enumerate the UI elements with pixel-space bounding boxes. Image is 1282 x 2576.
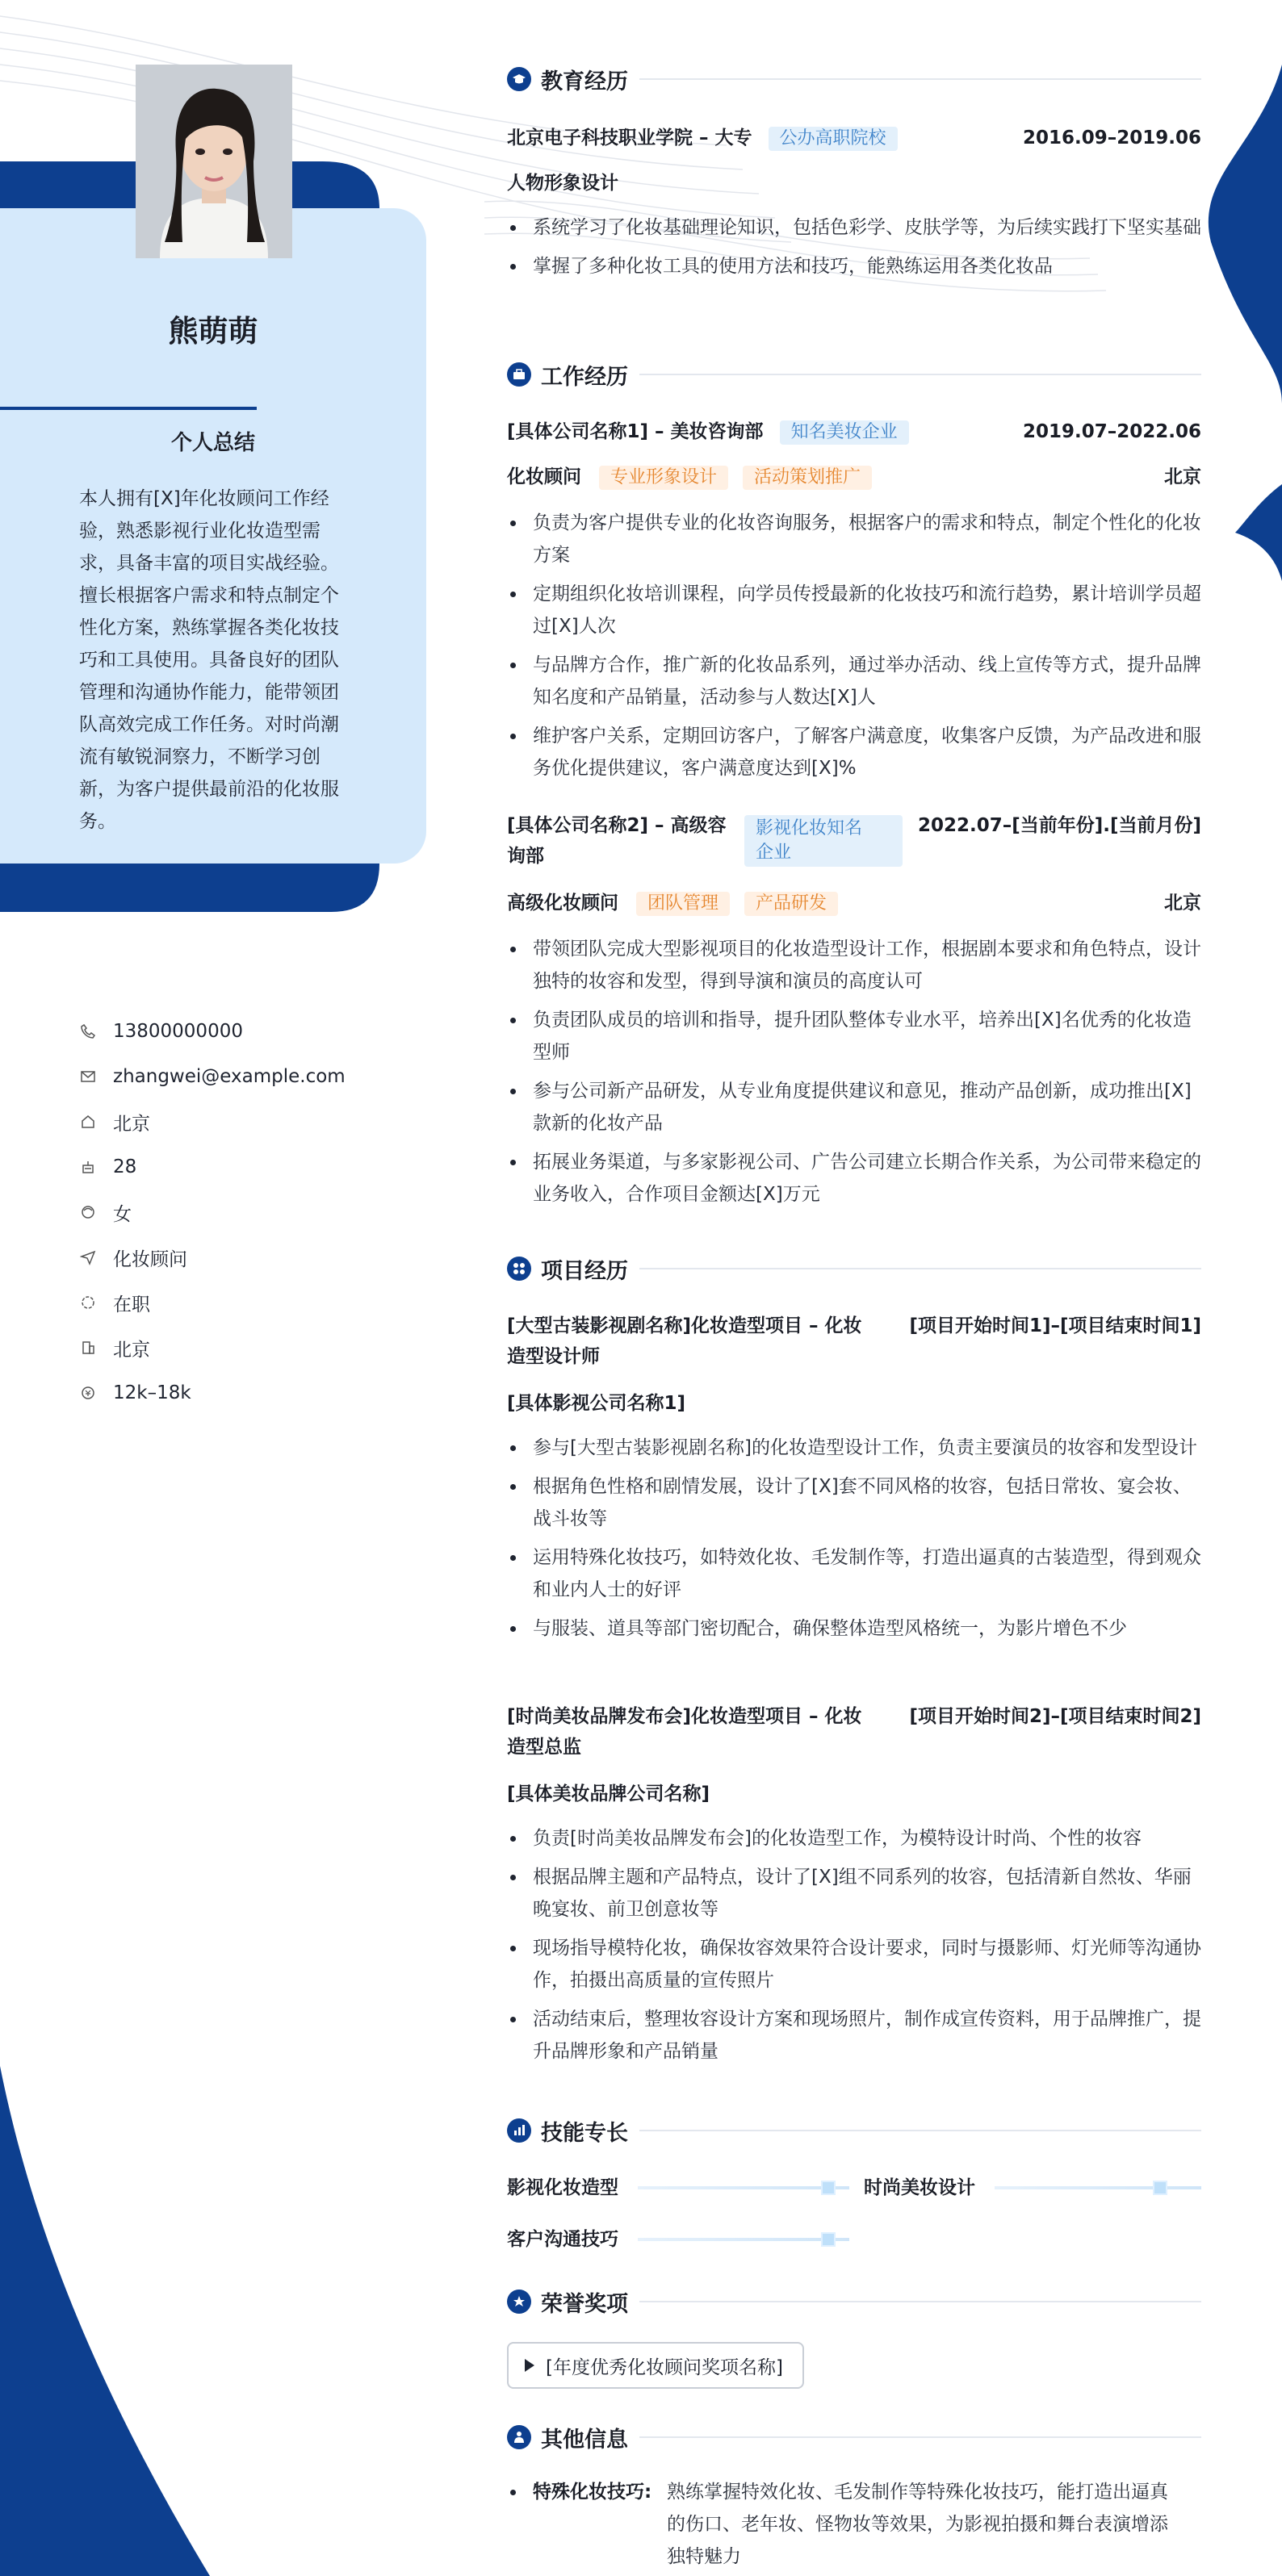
section-title: 荣誉奖项: [541, 2291, 628, 2317]
job-date: 2019.07–2022.06: [1022, 421, 1201, 442]
contact-list: [78, 1009, 400, 1416]
section-title: 工作经历: [541, 364, 628, 390]
bar-chart-icon: [507, 2118, 531, 2143]
contact-value: zhangwei@example.com: [113, 1066, 346, 1087]
job-role: 化妆顾问: [507, 466, 581, 487]
home-icon: [78, 1111, 98, 1132]
project-name-line: [大型古装影视剧名称]化妆造型项目 – 化妆: [507, 1315, 862, 1336]
job-1-header: [507, 416, 1201, 447]
summary-title: 个人总结: [170, 431, 255, 455]
company-tag-line: 企业: [756, 843, 792, 863]
list-item: 带领团队完成大型影视项目的化妆造型设计工作，根据剧本要求和角色特点，设计独特的妆容和发型，得到导演和演员的高度认可: [507, 933, 1201, 997]
project-1-bullets: [507, 1432, 1201, 1651]
role-tag: 团队管理: [636, 892, 730, 916]
salary-icon: [78, 1382, 98, 1403]
project-org: [具体影视公司名称1]: [507, 1393, 686, 1414]
section-title: 技能专长: [541, 2120, 628, 2146]
school-tag: 公办高职院校: [769, 127, 898, 151]
company-tag-line: 影视化妆知名: [756, 818, 863, 838]
list-item: 参与[大型古装影视剧名称]的化妆造型设计工作，负责主要演员的妆容和发型设计: [507, 1432, 1201, 1464]
project-date: [项目开始时间1]–[项目结束时间1]: [909, 1315, 1201, 1336]
contact-value: 12k–18k: [113, 1382, 191, 1403]
role-tag: 活动策划推广: [743, 466, 872, 490]
candidate-name: 熊萌萌: [168, 314, 258, 349]
education-date: 2016.09–2019.06: [1022, 128, 1201, 148]
award-item: [507, 2342, 804, 2389]
other-text-line: 独特魅力: [667, 2546, 741, 2567]
section-education: [507, 63, 1201, 95]
profile-photo: [136, 65, 292, 258]
list-item: 与品牌方合作，推广新的化妆品系列，通过举办活动、线上宣传等方式，提升品牌知名度和产品销量，活动参与人数达[X]人: [507, 649, 1201, 713]
other-text-line: 的伤口、老年妆、怪物妆等效果，为影视拍摄和舞台表演增添: [667, 2514, 1168, 2535]
skill-bar: [638, 2186, 849, 2189]
project-name-line: 造型设计师: [507, 1346, 600, 1367]
role-tag: 专业形象设计: [599, 466, 728, 490]
company-tag: 知名美妆企业: [780, 420, 909, 445]
project-date: [项目开始时间2]–[项目结束时间2]: [909, 1706, 1201, 1727]
list-item: 根据角色性格和剧情发展，设计了[X]套不同风格的妆容，包括日常妆、宴会妆、战斗妆等: [507, 1470, 1201, 1535]
project-name: [507, 1701, 911, 1763]
list-item: 系统学习了化妆基础理论知识，包括色彩学、皮肤学等，为后续实践打下坚实基础: [507, 211, 1201, 244]
section-rule: [639, 1268, 1201, 1269]
skill-level-marker: [821, 2181, 836, 2195]
skill-name: 客户沟通技巧: [507, 2229, 618, 2250]
skill-name: 影视化妆造型: [507, 2177, 618, 2198]
contact-value: 北京: [113, 1339, 150, 1361]
education-bullets: [507, 211, 1201, 289]
list-item: 负责团队成员的培训和指导，提升团队整体专业水平，培养出[X]名优秀的化妆造型师: [507, 1004, 1201, 1068]
contact-value: 28: [113, 1156, 137, 1177]
job-city: 北京: [1164, 466, 1201, 487]
section-rule: [639, 78, 1201, 80]
graduation-cap-icon: [507, 67, 531, 91]
job-1-role-row: [507, 462, 1201, 492]
contact-status: [78, 1280, 400, 1325]
section-other: [507, 2421, 1201, 2453]
skill-bar: [638, 2238, 849, 2241]
contact-value: 女: [113, 1203, 132, 1225]
section-rule: [639, 2130, 1201, 2131]
person-icon: [507, 2425, 531, 2449]
age-icon: [78, 1156, 98, 1177]
contact-value: 化妆顾问: [113, 1248, 187, 1270]
award-name: [年度优秀化妆顾问奖项名称]: [546, 2356, 783, 2378]
list-item: 参与公司新产品研发，从专业角度提供建议和意见，推动产品创新，成功推出[X]款新的化妆产品: [507, 1075, 1201, 1140]
section-title: 项目经历: [541, 1258, 628, 1284]
job-company: [507, 810, 741, 872]
contact-value: 13800000000: [113, 1021, 243, 1042]
role-tag: 产品研发: [744, 892, 838, 916]
job-date: 2022.07–[当前年份].[当前月份]: [917, 815, 1201, 836]
contact-value: 北京: [113, 1113, 150, 1135]
skill-level-marker: [1153, 2181, 1167, 2195]
job-company-line: 询部: [507, 846, 544, 867]
section-skills: [507, 2114, 1201, 2147]
list-item: 现场指导模特化妆，确保妆容效果符合设计要求，同时与摄影师、灯光师等沟通协作，拍摄出高质量的宣传照片: [507, 1932, 1201, 1997]
job-company: [具体公司名称1] – 美妆咨询部: [507, 421, 764, 442]
list-item: 掌握了多种化妆工具的使用方法和技巧，能熟练运用各类化妆品: [507, 250, 1201, 282]
gender-icon: [78, 1202, 98, 1223]
project-2-bullets: [507, 1822, 1201, 2074]
job-2-bullets: [507, 933, 1201, 1217]
section-title: 教育经历: [541, 69, 628, 94]
contact-salary: [78, 1370, 400, 1416]
contact-email: [78, 1054, 400, 1099]
list-item: 维护客户关系，定期回访客户，了解客户满意度，收集客户反馈，为产品改进和服务优化提供建议，客户满意度达到[X]%: [507, 720, 1201, 784]
list-item: 定期组织化妆培训课程，向学员传授最新的化妆技巧和流行趋势，累计培训学员超过[X]人次: [507, 578, 1201, 642]
contact-age: [78, 1144, 400, 1190]
phone-icon: [78, 1021, 98, 1042]
section-projects: [507, 1252, 1201, 1285]
job-company-line: [具体公司名称2] – 高级容: [507, 815, 727, 836]
grid-icon: [507, 1257, 531, 1281]
other-text: [667, 2476, 1201, 2573]
section-honors: [507, 2285, 1201, 2318]
summary-divider: [0, 407, 257, 410]
education-major: 人物形象设计: [507, 173, 618, 194]
section-rule: [639, 374, 1201, 375]
section-work: [507, 358, 1201, 391]
other-label: 特殊化妆技巧:: [533, 2482, 652, 2503]
education-school-row: [507, 123, 1201, 153]
other-text-line: 熟练掌握特效化妆、毛发制作等特殊化妆技巧，能打造出逼真: [667, 2482, 1168, 2503]
contact-position: [78, 1235, 400, 1280]
briefcase-icon: [507, 362, 531, 387]
bullet-dot: [510, 2490, 516, 2495]
company-tag: [744, 815, 903, 867]
contact-location: [78, 1099, 400, 1144]
summary-text: 本人拥有[X]年化妆顾问工作经验，熟悉影视行业化妆造型需求，具备丰富的项目实战经验。擅长根据客户需求和特点制定个性化方案，熟练掌握各类化妆技巧和工具使用。具备良好的团队管理和沟通协作能力，能带领团队高效完成工作任务。对时尚潮流有敏锐洞察力，不断学习创新，为客户提供最前沿的化妆服务。: [79, 488, 339, 832]
award-icon: [507, 2290, 531, 2314]
play-triangle-icon: [525, 2359, 534, 2372]
building-icon: [78, 1337, 98, 1358]
contact-value: 在职: [113, 1294, 150, 1315]
list-item: 根据品牌主题和产品特点，设计了[X]组不同系列的妆容，包括清新自然妆、华丽晚宴妆、前卫创意妆等: [507, 1861, 1201, 1926]
project-name-line: [时尚美妆品牌发布会]化妆造型项目 – 化妆: [507, 1706, 862, 1727]
status-icon: [78, 1292, 98, 1313]
skill-level-marker: [821, 2232, 836, 2247]
job-role: 高级化妆顾问: [507, 893, 618, 914]
list-item: 负责[时尚美妆品牌发布会]的化妆造型工作，为模特设计时尚、个性的妆容: [507, 1822, 1201, 1855]
contact-city: [78, 1325, 400, 1370]
list-item: 运用特殊化妆技巧，如特效化妆、毛发制作等，打造出逼真的古装造型，得到观众和业内人士的好评: [507, 1541, 1201, 1606]
job-1-bullets: [507, 507, 1201, 791]
list-item: 负责为客户提供专业的化妆咨询服务，根据客户的需求和特点，制定个性化的化妆方案: [507, 507, 1201, 571]
project-name-line: 造型总监: [507, 1737, 581, 1758]
list-item: 与服装、道具等部门密切配合，确保整体造型风格统一，为影片增色不少: [507, 1612, 1201, 1645]
job-2-role-row: [507, 888, 1201, 918]
skill-name: 时尚美妆设计: [864, 2177, 975, 2198]
skill-bar: [995, 2186, 1201, 2189]
mail-icon: [78, 1066, 98, 1087]
school-name: 北京电子科技职业学院 – 大专: [507, 128, 752, 148]
contact-gender: [78, 1190, 400, 1235]
project-name: [507, 1311, 911, 1372]
section-rule: [639, 2301, 1201, 2302]
section-rule: [639, 2436, 1201, 2438]
project-org: [具体美妆品牌公司名称]: [507, 1784, 710, 1804]
list-item: 拓展业务渠道，与多家影视公司、广告公司建立长期合作关系，为公司带来稳定的业务收入，合作项目金额达[X]万元: [507, 1146, 1201, 1211]
section-title: 其他信息: [541, 2427, 628, 2453]
send-icon: [78, 1247, 98, 1268]
list-item: 活动结束后，整理妆容设计方案和现场照片，制作成宣传资料，用于品牌推广，提升品牌形象和产品销量: [507, 2003, 1201, 2068]
contact-phone: [78, 1009, 400, 1054]
job-city: 北京: [1164, 893, 1201, 914]
